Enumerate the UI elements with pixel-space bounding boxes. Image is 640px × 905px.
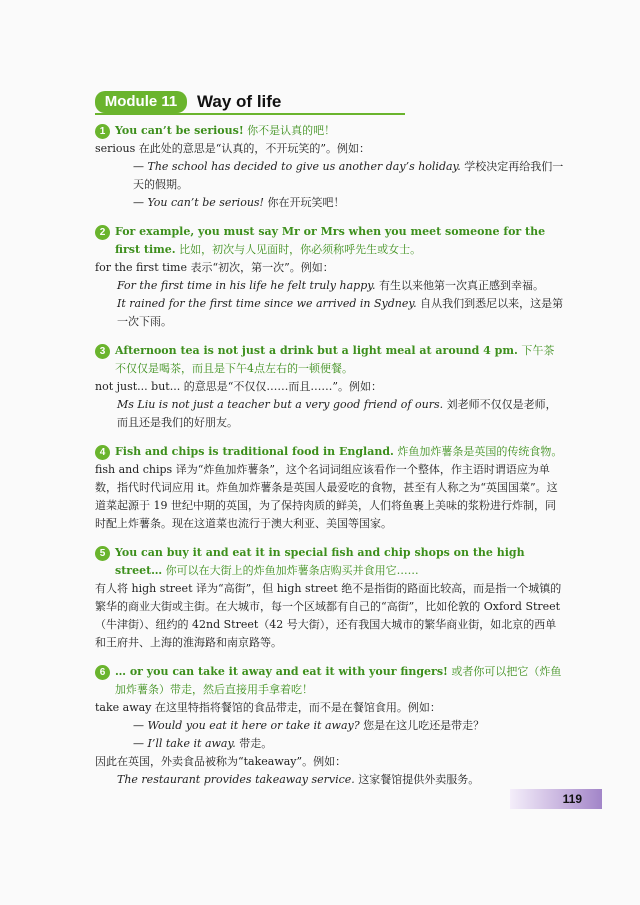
example-chinese: 你在开玩笑吧！ xyxy=(263,196,345,209)
note-heading xyxy=(95,223,565,259)
example-chinese: 您是在这儿吃还是带走？ xyxy=(359,719,485,732)
example-english: — You can’t be serious! xyxy=(133,196,264,209)
example-english: — The school has decided to give us another day’s holiday. xyxy=(133,160,461,173)
note-number-badge: 6 xyxy=(95,665,110,680)
note-heading-english: For example, you must say Mr or Mrs when you meet someone for the first time. xyxy=(115,225,546,256)
note-heading-chinese: 比如，初次与人见面时，你必须称呼先生或女士。 xyxy=(175,243,422,256)
note-example xyxy=(95,396,565,432)
note-heading-english: … or you can take it away and eat it with your fingers! xyxy=(115,665,448,678)
note-heading-english: Fish and chips is traditional food in England. xyxy=(115,445,394,458)
example-english: It rained for the first time since we arrived in Sydney. xyxy=(117,297,417,310)
example-english: The restaurant provides takeaway service. xyxy=(117,773,355,786)
note-heading-english: You can buy it and eat it in special fish and chip shops on the high street… xyxy=(115,546,525,577)
note-explanation: 有人将 high street 译为“高街”，但 high street 绝不是指街的路面比较高，而是指一个城镇的繁华的商业大街或主街。在大城市，每一个区域都有自己的“高街”，比如伦敦的 Oxford Street（牛津街）、纽约的 42nd Street（42 号大街），还有我国大城市的繁华商业街，如北京的西单和王府井、上海的淮海路和南京路等。 xyxy=(95,582,562,649)
example-chinese: 带走。 xyxy=(235,737,273,750)
page-number: 119 xyxy=(510,789,602,809)
note-explanation: for the first time 表示“初次，第一次”。例如： xyxy=(95,261,334,274)
example-english: — Would you eat it here or take it away? xyxy=(133,719,360,732)
note-example xyxy=(95,158,565,194)
note-explanation: serious 在此处的意思是“认真的，不开玩笑的”。例如： xyxy=(95,142,371,155)
note-example xyxy=(95,771,565,789)
note-heading-english: You can’t be serious! xyxy=(115,124,244,137)
module-label: Module 11 xyxy=(95,91,187,113)
example-english: Ms Liu is not just a teacher but a very good friend of ours. xyxy=(117,398,444,411)
note-number-badge: 4 xyxy=(95,445,110,460)
note-5 xyxy=(95,544,565,652)
example-chinese: 这家餐馆提供外卖服务。 xyxy=(354,773,480,786)
note-example xyxy=(95,277,565,295)
note-explanation: take away 在这里特指将餐馆的食品带走，而不是在餐馆食用。例如： xyxy=(95,701,441,714)
note-number-badge: 3 xyxy=(95,344,110,359)
example-chinese: 刘老师不仅仅是老师，而且还是我们的好朋友。 xyxy=(117,398,557,429)
header-rule xyxy=(95,113,405,115)
example-english: For the first time in his life he felt truly happy. xyxy=(117,279,376,292)
note-example xyxy=(95,194,565,212)
note-3 xyxy=(95,342,565,432)
note-heading-english: Afternoon tea is not just a drink but a light meal at around 4 pm. xyxy=(115,344,518,357)
note-heading xyxy=(95,122,565,140)
note-explanation: not just... but... 的意思是“不仅仅……而且……”。例如： xyxy=(95,380,382,393)
note-heading xyxy=(95,443,565,461)
note-heading xyxy=(95,342,565,378)
note-heading-chinese: 下午茶不仅仅是喝茶，而且是下午4点左右的一顿便餐。 xyxy=(115,344,555,375)
module-title: Way of life xyxy=(197,92,282,111)
example-chinese: 学校决定再给我们一天的假期。 xyxy=(133,160,564,191)
note-heading xyxy=(95,663,565,699)
note-number-badge: 5 xyxy=(95,546,110,561)
notes-list xyxy=(95,122,565,800)
example-english: — I’ll take it away. xyxy=(133,737,236,750)
note-2 xyxy=(95,223,565,331)
note-explanation: fish and chips 译为“炸鱼加炸薯条”，这个名词词组应该看作一个整体，作主语时谓语应为单数，指代时代词应用 it。炸鱼加炸薯条是英国人最爱吃的食物，甚至有人称之为“英国国菜”。这道菜起源于 19 世纪中期的英国，为了保持肉质的鲜美，人们将鱼裹上美味的浆粉进行炸制，同时配上炸薯条。现在这道菜也流行于澳大利亚、美国等国家。 xyxy=(95,463,558,530)
note-heading-chinese: 炸鱼加炸薯条是英国的传统食物。 xyxy=(393,445,563,458)
note-1 xyxy=(95,122,565,212)
note-explanation: 因此在英国，外卖食品被称为“takeaway”。例如： xyxy=(95,755,347,768)
note-number-badge: 1 xyxy=(95,124,110,139)
note-heading-chinese: 你可以在大街上的炸鱼加炸薯条店购买并食用它…… xyxy=(162,564,419,577)
note-number-badge: 2 xyxy=(95,225,110,240)
note-heading-chinese: 你不是认真的吧！ xyxy=(243,124,336,137)
note-heading-chinese: 或者你可以把它（炸鱼加炸薯条）带走，然后直接用手拿着吃！ xyxy=(115,665,562,696)
module-header xyxy=(95,89,405,117)
note-heading xyxy=(95,544,565,580)
note-example xyxy=(95,717,565,735)
note-6 xyxy=(95,663,565,789)
note-4 xyxy=(95,443,565,533)
example-chinese: 有生以来他第一次真正感到幸福。 xyxy=(375,279,544,292)
note-example xyxy=(95,735,565,753)
note-example xyxy=(95,295,565,331)
example-chinese: 自从我们到悉尼以来，这是第一次下雨。 xyxy=(117,297,564,328)
